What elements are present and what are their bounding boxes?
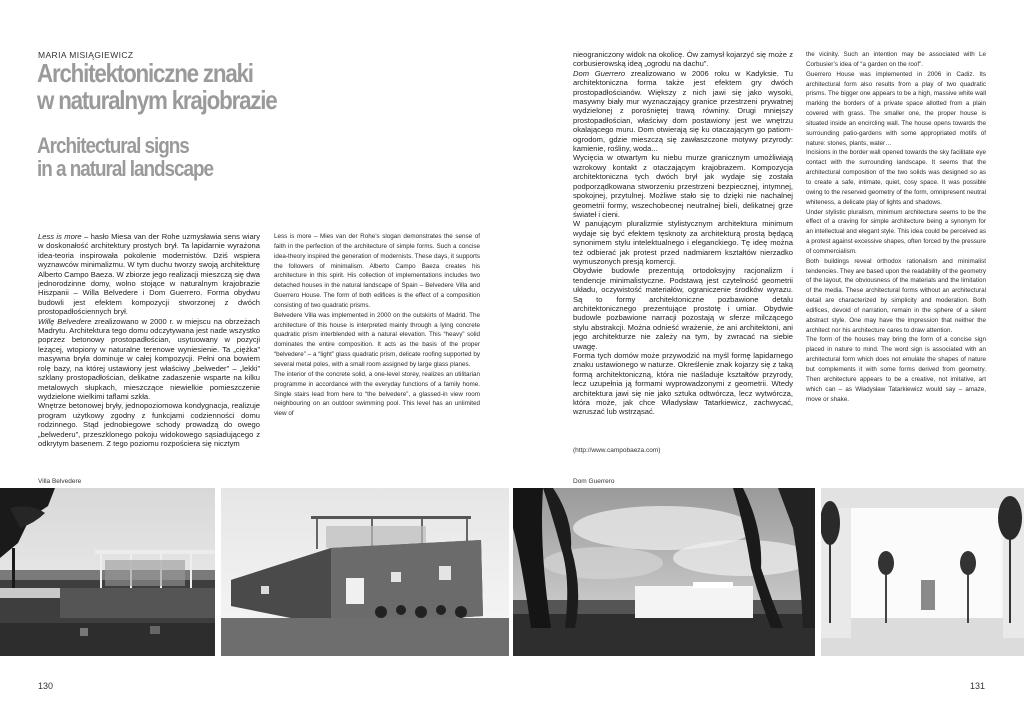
title-english-line1: Architectural signs bbox=[37, 133, 189, 158]
paragraph: the vicinity. Such an intention may be associated with Le Corbusier’s idea of “a garden on the roof”. bbox=[806, 51, 986, 68]
page-number-left: 130 bbox=[38, 681, 54, 691]
paragraph: Less is more – Mies van der Rohe’s slogan demonstrates the sense of faith in the perfection of the architecture of simple forms. Such a concise idea-theory inspired the generation of modernists. These days, it supports the followers of minimalism. Alberto Campo Baeza creates his architecture in this spirit. His collection of implementations includes two detached houses in the natural landscape of Spain – Belvedere Villa and Guerrero House. The form of both edifices is the effect of a composition consisting of two quadratic prisms. bbox=[274, 233, 480, 309]
photo-belvedere-1 bbox=[0, 488, 215, 656]
title-polish-line1: Architektoniczne znaki bbox=[37, 58, 253, 88]
paragraph: W panującym pluralizmie stylistycznym architektura minimum wydaje się być efektem tęsknoty za architekturą prostą będącą synonimem stylu intelektualnego i eleganckiego. Tę ideę można też odbierać jak protest przed nadmiarem kształtów nierzadko wymuszonych presją komercji. bbox=[573, 219, 793, 266]
photo-guerrero-1 bbox=[513, 488, 815, 656]
column-english-right bbox=[806, 50, 986, 426]
caption-belvedere: Villa Belvedere bbox=[38, 478, 82, 485]
title-polish bbox=[37, 60, 295, 114]
paragraph: nieograniczony widok na okolicę. Ów zamysł kojarzyć się może z corbusierowską ideą „ogrodu na dachu”. bbox=[573, 50, 793, 69]
photo-guerrero-2 bbox=[821, 488, 1024, 656]
page-number-right: 131 bbox=[970, 681, 986, 691]
paragraph: Wnętrze betonowej bryły, jednopoziomowa kondygnacja, realizuje program użytkowy zgodny z funkcjami codzienności domu rodzinnego. Stąd jednobiegowe schody prowadzą do owego „belwederu”, przeszklonego pokoju widokowego sąsiadującego z odkrytym basenem. Z tego poziomu rozpościera się nicztym bbox=[38, 401, 260, 448]
column-polish-right bbox=[573, 50, 793, 426]
author-name: MARIA MISIĄGIEWICZ bbox=[38, 50, 134, 60]
paragraph: Obydwie budowle prezentują ortodoksyjny racjonalizm i tendencje minimalistyczne. Podstawą jest czytelność geometrii układu, oczywistość materiałów, ograniczenie środków wyrazu. Są to formy architektoniczne pozbawione detalu architektonicznego prezentujące prostotę i umiar. Obydwie budowle pozbawione narracji pozostają w sferze milczącego stylu abstrakcji. Można odnieść wrażenie, że ani architektoni, ani jego architekturze nie zależy na tym, by zwracać na siebie uwagę. bbox=[573, 266, 793, 351]
paragraph: Both buildings reveal orthodox rationalism and minimalist tendencies. They are based upon the readability of the geometry of the layout, the obviousness of the materials and the limitation of the media. These architectural forms without an architectural detail are characterized by simplicity and moderation. Both edifices, devoid of narration, remain in the sphere of a silent abstract style. One may have the impression that neither the architect nor his architecture cares to draw attention. bbox=[806, 257, 986, 334]
paragraph: Incisions in the border wall opened towards the sky facilitate eye contact with the surrounding landscape. It seems that the architectural composition of the two solids was designed so as to create a safe, intimate, quiet, cosy space. It was possible owing to the reserved geometry of the form, omnipresent neutral whiteness, a delicate play of lights and shadows. bbox=[806, 149, 986, 206]
paragraph: The interior of the concrete solid, a one-level storey, realizes an utilitarian programme in accordance with the everyday functions of a family home. Single stairs lead from here to “the belvedere”, a glassed-in view room neighbouring on an outdoor swimming pool. This level has an unlimited view of bbox=[274, 370, 480, 418]
paragraph: Guerrero House was implemented in 2006 in Cadiz. Its architectural form also results from a play of two quadratic prisms. The bigger one appears to be a high, massive white wall marking the borders of a private space allotted from a plain covered with grass. The smaller one, the proper house is situated inside an encircling wall. The house opens towards the surrounding patio-gardens with some appropriated motifs of nature: stones, plants, water… bbox=[806, 70, 986, 147]
paragraph: Under stylistic pluralism, minimum architecture seems to be the effect of a craving for simple architecture being a synonym for an intellectual and elegant style. This idea could be perceived as a protest against excessive shapes, often forced by the pressure of commercialism. bbox=[806, 208, 986, 255]
paragraph: Wycięcia w otwartym ku niebu murze granicznym umożliwiają wzrokowy kontakt z otaczającym krajobrazem. Kompozycja architektoniczna tych dwóch brył jak wydaje się została podporządkowana stworzeniu przestrzeni bezpiecznej, intymnej, spokojnej, przytulnej. Możliwe stało się to dzięki nie nachalnej geometrii formy, wszechobecnej neutralnej bieli, delikatnej grze świateł i cieni. bbox=[573, 153, 793, 219]
column-english-left bbox=[274, 232, 480, 472]
title-english bbox=[37, 134, 261, 180]
paragraph: Belvedere Villa was implemented in 2000 on the outskirts of Madrid. The architecture of this house is interpreted mainly through a lying concrete quadratic prism interblended with a natural elevation. This “heavy” solid dominates the entire composition. It acts as the basis of the proper “belvedere” – a “light” glass quadratic prism, delicate roofing supported by several metal poles, with a small room assigned by large glass planes. bbox=[274, 311, 480, 368]
caption-guerrero: Dom Guerrero bbox=[573, 478, 615, 485]
photo-belvedere-2 bbox=[221, 488, 509, 656]
paragraph: The form of the houses may bring the form of a concise sign placed in nature to mind. The word sign is associated with an architectural form which does not emulate the shapes of nature but complements it with some forms derived from geometry. Then architecture appears to be a creative, not imitative, art which can – as Władysław Tatarkiewicz would say – amaze, move or shake. bbox=[806, 336, 986, 403]
paragraph: Willę Belvedere zrealizowano w 2000 r. w miejscu na obrzeżach Madrytu. Architektura tego domu odczytywana jest nade wszystko poprzez betonowy prostopadłościan, usytuowany w pozycji leżącej, wtopiony w naturalne terenowe wyniesienie. Ta „ciężka” masywna bryła dominuje w całej kompozycji. Pełni ona bowiem rolę bazy, na której ustawiony jest właściwy „belweder” – „lekki” szklany prostopadłościan, delikatne zadaszenie wsparte na kilku metalowych słupkach, mieszczące niewielkie pomieszczenie wydzielone wielkimi taflami szkła. bbox=[38, 316, 260, 401]
title-polish-line2: w naturalnym krajobrazie bbox=[37, 85, 277, 115]
title-english-line2: in a natural landscape bbox=[37, 156, 214, 181]
column-polish-left bbox=[38, 232, 260, 472]
paragraph: Less is more – hasło Miesa van der Rohe uzmysławia sens wiary w doskonałość architektury prostych brył. Ta lapidarnie wyrażona idea-teoria inspirowała pokolenie modernistów. Dziś wspiera wyznawców minimalizmu. W tym duchu tworzy swoją architekturę Alberto Campo Baeza. W zbiorze jego realizacji mieszczą się dwa jednorodzinne domy, wolno stojące w naturalnym krajobrazie Hiszpanii – Willa Belvedere i Dom Guerrero. Forma obydwu budowli jest efektem kompozycji stworzonej z dwóch prostopadłościennych brył. bbox=[38, 232, 260, 317]
paragraph: Dom Guerrero zrealizowano w 2006 roku w Kadyksie. Tu architektoniczna forma także jest efektem gry dwóch prostopadłościanów. Większy z nich jawi się jako wysoki, masywny biały mur wyznaczający granice przestrzeni prywatnej wydzielonej z porośniętej trawą równiny. Drugi mniejszy prostopadłościan, właściwy dom postawiony jest we wnętrzu okalającego muru. Dom otwierają się ku otaczającym go patiom-ogrodom, gdzie mieszczą się zawłaszczone motywy przyrody: kamienie, rośliny, woda... bbox=[573, 68, 793, 154]
paragraph: Forma tych domów może przywodzić na myśl formę lapidarnego znaku ustawionego w naturze. Określenie znak kojarzy się z taką formą architektoniczną, która nie naśladuje kształtów przyrody, lecz uzupełnia ją formami wyprowadzonymi z geometrii. Wtedy architektura jawi się nie jako sztuka odtwórcza, lecz wytwórcza, która może, jak chce Władysław Tatarkiewicz, zachwycać, wzruszać lub wstrząsać. bbox=[573, 351, 793, 417]
source-link[interactable]: (http://www.campobaeza.com) bbox=[573, 447, 661, 454]
